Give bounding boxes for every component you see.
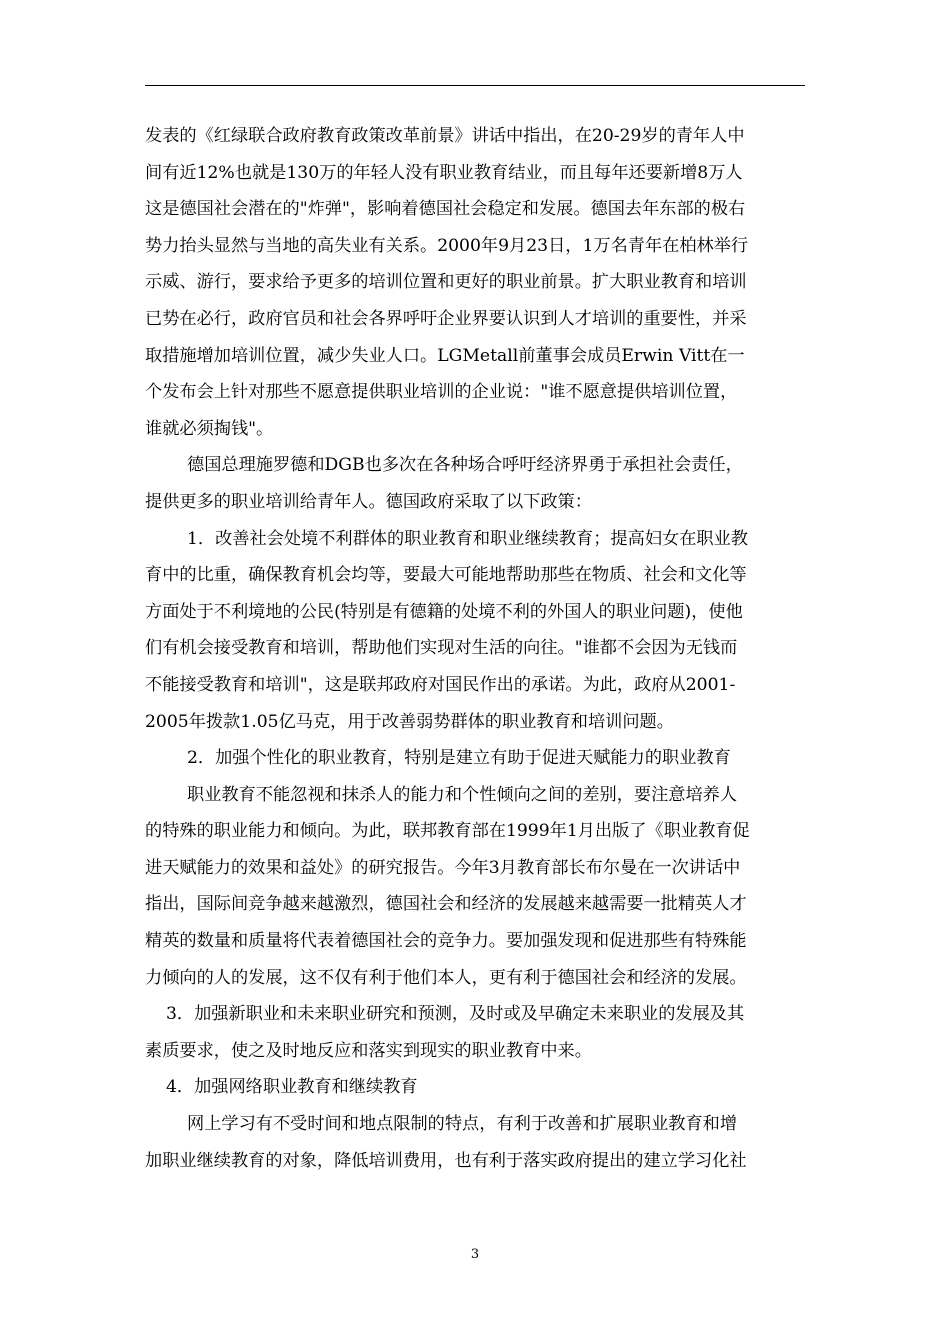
text-line: 的特殊的职业能力和倾向。为此，联邦教育部在1999年1月出版了《职业教育促 xyxy=(145,821,750,842)
body-text xyxy=(145,118,810,1179)
paragraph-start-line: 德国总理施罗德和DGB也多次在各种场合呼吁经济界勇于承担社会责任， xyxy=(187,455,743,476)
text-line: 指出，国际间竞争越来越激烈，德国社会和经济的发展越来越需要一批精英人才 xyxy=(145,894,747,915)
text-line: 不能接受教育和培训"，这是联邦政府对国民作出的承诺。为此，政府从2001- xyxy=(145,674,736,695)
text-line: 方面处于不利境地的公民(特别是有德籍的处境不利的外国人的职业问题)，使他 xyxy=(145,601,743,622)
text-line: 育中的比重，确保教育机会均等，要最大可能地帮助那些在物质、社会和文化等 xyxy=(145,565,747,586)
text-line: 加职业继续教育的对象，降低培训费用，也有利于落实政府提出的建立学习化社 xyxy=(145,1150,747,1171)
text-line: 进天赋能力的效果和益处》的研究报告。今年3月教育部长布尔曼在一次讲话中 xyxy=(145,857,741,878)
text-line: 发表的《红绿联合政府教育政策改革前景》讲话中指出，在20-29岁的青年人中 xyxy=(145,126,745,146)
text-line: 示威、游行，要求给予更多的培训位置和更好的职业前景。扩大职业教育和培训 xyxy=(145,272,747,293)
text-line: 提供更多的职业培训给青年人。德国政府采取了以下政策： xyxy=(145,491,592,512)
list-item-1: 1．改善社会处境不利群体的职业教育和职业继续教育；提高妇女在职业教 xyxy=(187,528,748,549)
text-line: 精英的数量和质量将代表着德国社会的竞争力。要加强发现和促进那些有特殊能 xyxy=(145,931,747,952)
text-line: 力倾向的人的发展，这不仅有利于他们本人，更有利于德国社会和经济的发展。 xyxy=(145,967,747,988)
text-line: 间有近12%也就是130万的年轻人没有职业教育结业，而且每年还要新增8万人 xyxy=(145,162,743,183)
text-line: 们有机会接受教育和培训，帮助他们实现对生活的向往。"谁都不会因为无钱而 xyxy=(145,638,738,659)
page-number: 3 xyxy=(470,1247,480,1262)
text-line: 素质要求，使之及时地反应和落实到现实的职业教育中来。 xyxy=(145,1040,592,1061)
header-rule xyxy=(145,85,805,86)
text-line: 谁就必须掏钱"。 xyxy=(145,418,274,439)
paragraph-start-line: 网上学习有不受时间和地点限制的特点，有利于改善和扩展职业教育和增 xyxy=(187,1114,738,1135)
text-line: 2005年拨款1.05亿马克，用于改善弱势群体的职业教育和培训问题。 xyxy=(145,711,674,732)
paragraph-start-line: 职业教育不能忽视和抹杀人的能力和个性倾向之间的差别，要注意培养人 xyxy=(187,784,738,805)
text-line: 已势在必行，政府官员和社会各界呼吁企业界要认识到人才培训的重要性，并采 xyxy=(145,308,747,329)
text-line: 取措施增加培训位置，减少失业人口。LGMetall前董事会成员Erwin Vitt在一 xyxy=(145,345,745,366)
list-item-2: 2．加强个性化的职业教育，特别是建立有助于促进天赋能力的职业教育 xyxy=(187,748,731,769)
text-line: 势力抬头显然与当地的高失业有关系。2000年9月23日，1万名青年在柏林举行 xyxy=(145,235,749,256)
text-line: 个发布会上针对那些不愿意提供职业培训的企业说："谁不愿意提供培训位置， xyxy=(145,382,738,403)
list-item-3: 3．加强新职业和未来职业研究和预测，及时或及早确定未来职业的发展及其 xyxy=(166,1004,745,1025)
text-line: 这是德国社会潜在的"炸弹"，影响着德国社会稳定和发展。德国去年东部的极右 xyxy=(145,199,746,220)
list-item-4: 4．加强网络职业教育和继续教育 xyxy=(166,1077,418,1098)
